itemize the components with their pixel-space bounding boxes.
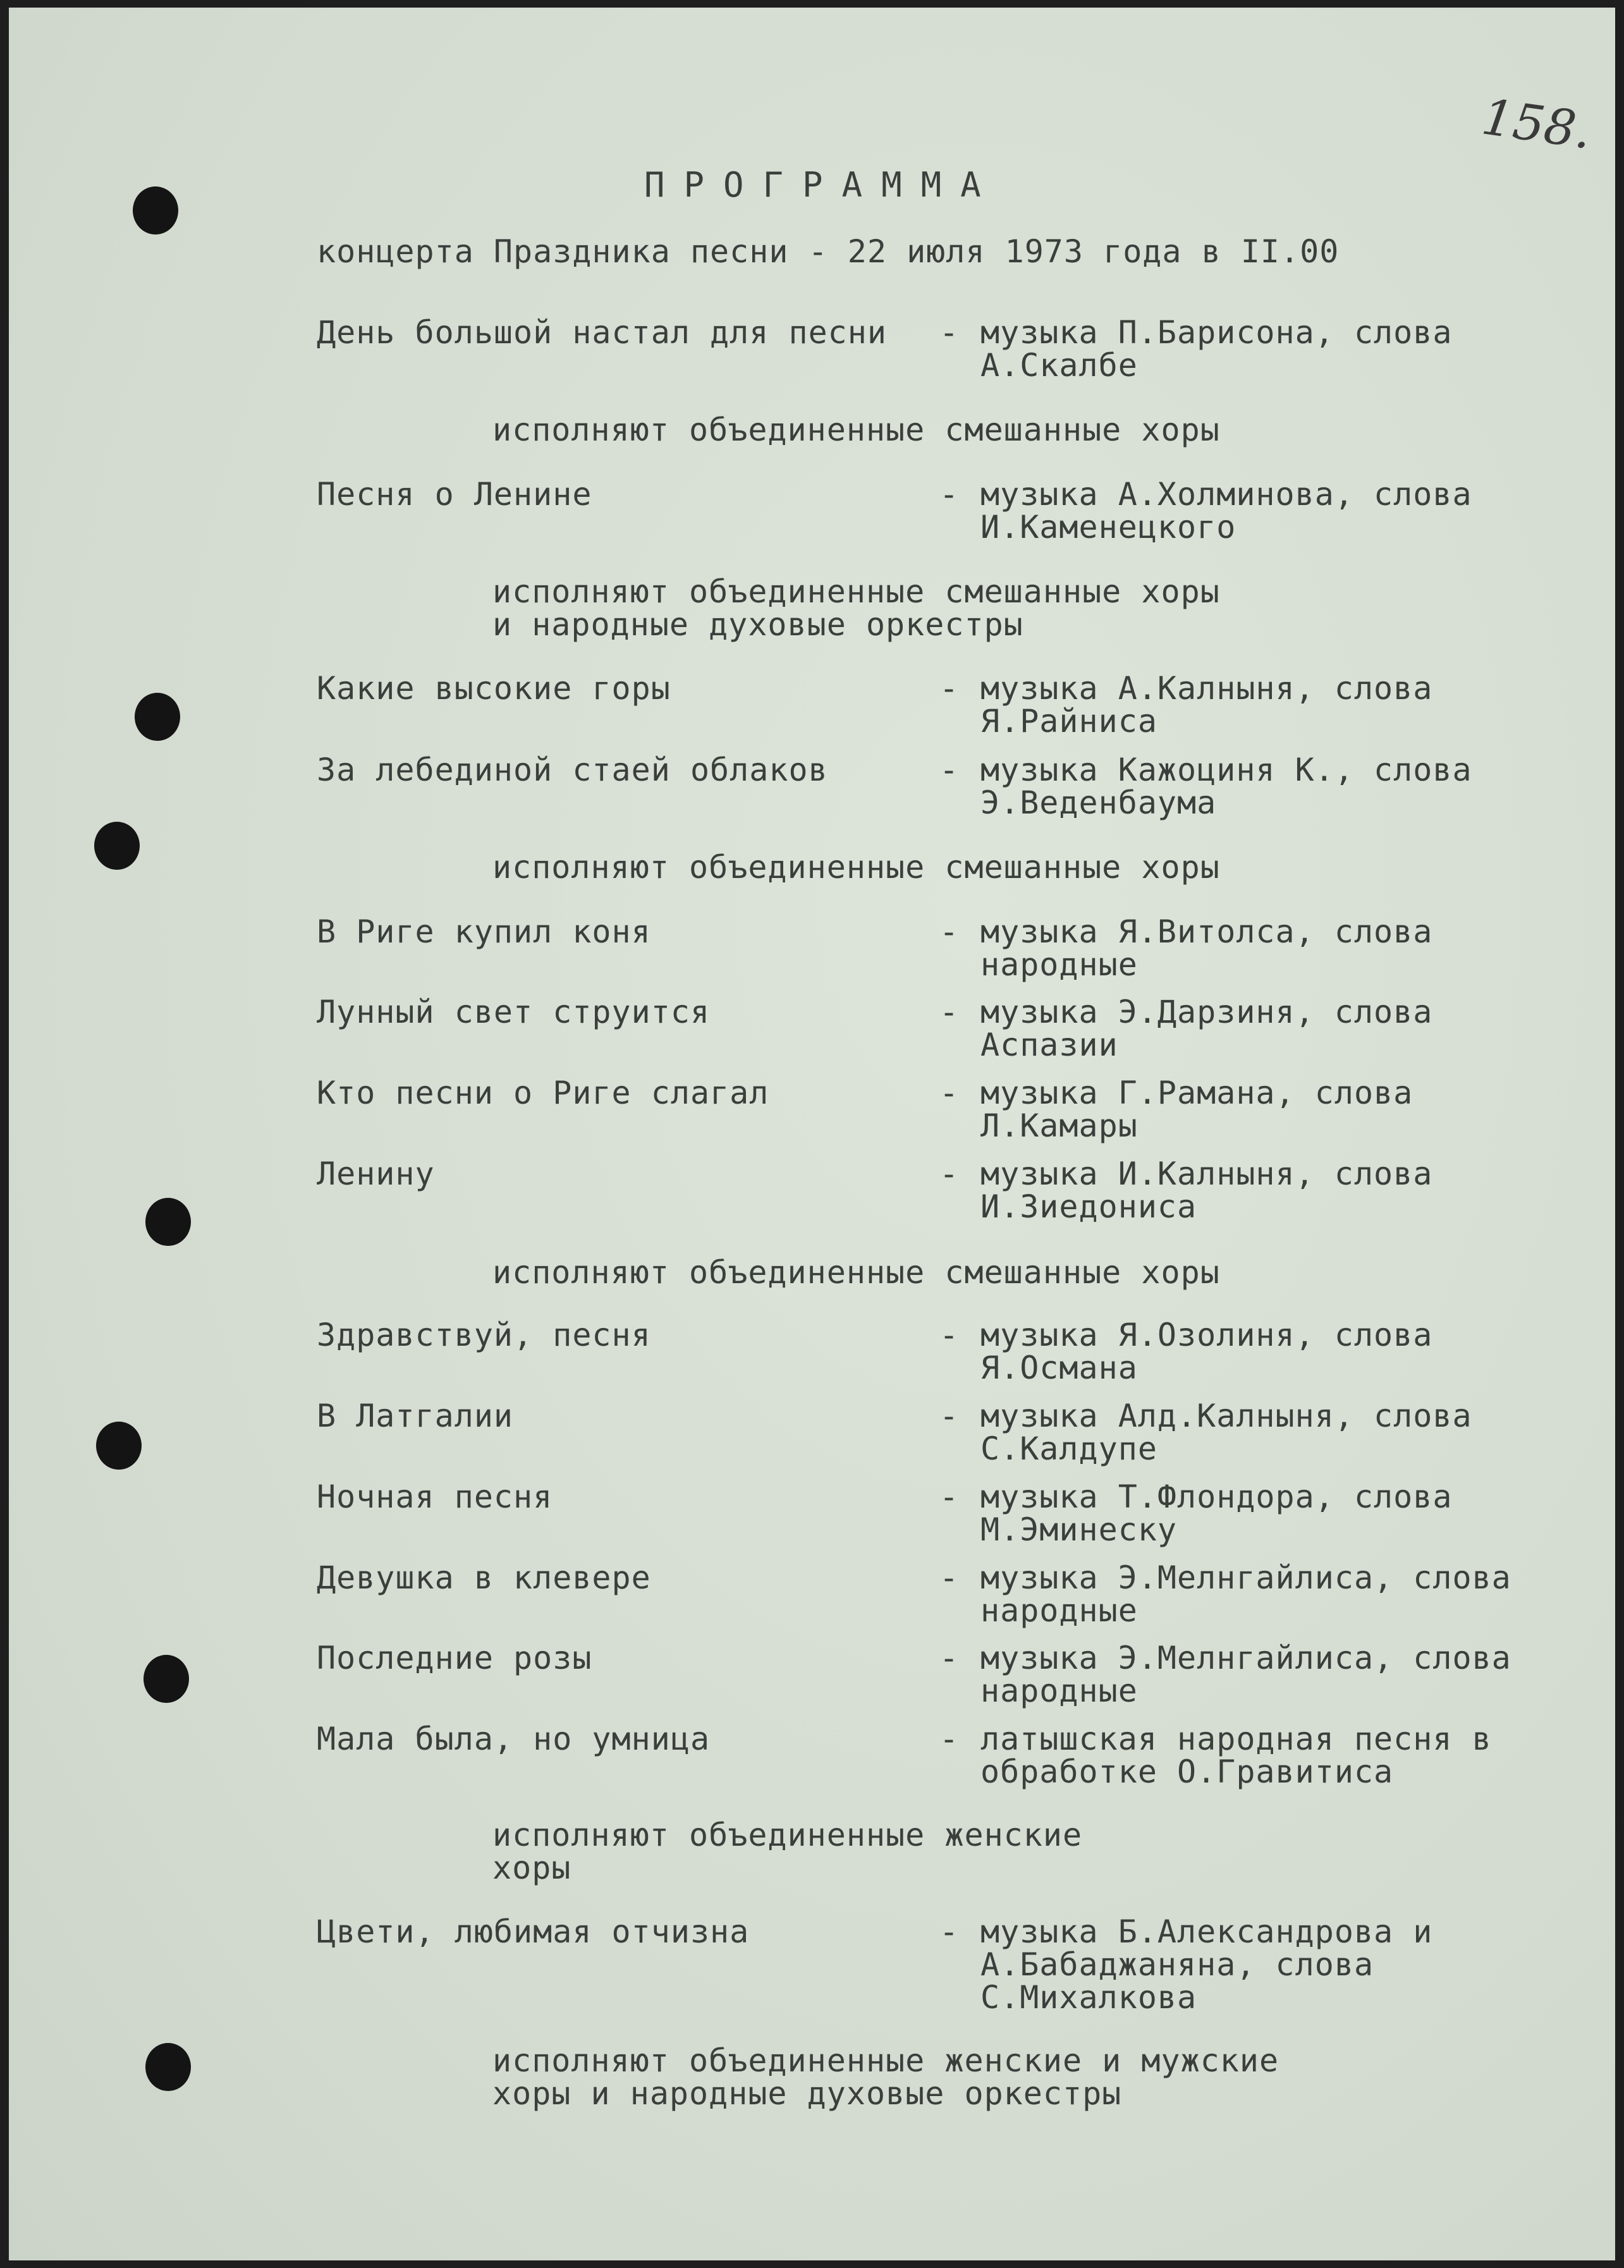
performers-note: исполняют объединенные смешанные хоры и народные духовые оркестры: [492, 573, 1220, 643]
song-title: Какие высокие горы: [317, 670, 671, 707]
entry-dash: -: [939, 1721, 960, 1757]
page-subtitle: концерта Праздника песни - 22 июля 1973 года в II.00: [317, 233, 1340, 270]
folio-number: 158.: [1478, 88, 1596, 161]
performers-note: исполняют объединенные женские и мужские хоры и народные духовые оркестры: [492, 2042, 1279, 2112]
song-title: День большой настал для песни: [317, 314, 887, 351]
punch-hole: [94, 822, 140, 870]
entry-dash: -: [939, 1559, 960, 1596]
song-credit: музыка Э.Мелнгайлиса, слова народные: [980, 1559, 1511, 1629]
song-credit: музыка Э.Дарзиня, слова Аспазии: [980, 994, 1433, 1063]
song-credit: музыка Алд.Калныня, слова С.Калдупе: [980, 1398, 1472, 1467]
song-title: Цвети, любимая отчизна: [317, 1913, 750, 1950]
song-credit: музыка Я.Витолса, слова народные: [980, 913, 1433, 983]
punch-hole: [133, 186, 178, 235]
punch-hole: [96, 1422, 142, 1470]
entry-dash: -: [939, 913, 960, 950]
song-credit: музыка Б.Александрова и А.Бабаджаняна, слова С.Михалкова: [980, 1913, 1433, 2016]
song-credit: латышская народная песня в обработке О.Гравитиса: [980, 1721, 1492, 1790]
song-credit: музыка Т.Флондора, слова М.Эминеску: [980, 1478, 1453, 1548]
entry-dash: -: [939, 476, 960, 513]
song-title: В Риге купил коня: [317, 913, 651, 950]
performers-note: исполняют объединенные смешанные хоры: [492, 1254, 1220, 1291]
song-credit: музыка П.Барисона, слова А.Скалбе: [980, 314, 1453, 384]
song-credit: музыка А.Холминова, слова И.Каменецкого: [980, 476, 1472, 546]
entry-dash: -: [939, 1913, 960, 1950]
song-credit: музыка Я.Озолиня, слова Я.Османа: [980, 1317, 1433, 1386]
entry-dash: -: [939, 1640, 960, 1676]
performers-note: исполняют объединенные смешанные хоры: [492, 849, 1220, 886]
performers-note: исполняют объединенные смешанные хоры: [492, 412, 1220, 448]
song-title: За лебединой стаей облаков: [317, 752, 828, 788]
performers-note: исполняют объединенные женские хоры: [492, 1817, 1083, 1886]
entry-dash: -: [939, 752, 960, 788]
page-title: ПРОГРАММА: [644, 165, 1000, 205]
song-credit: музыка И.Калныня, слова И.Зиедониса: [980, 1155, 1433, 1225]
song-title: В Латгалии: [317, 1398, 514, 1434]
song-credit: музыка Э.Мелнгайлиса, слова народные: [980, 1640, 1511, 1709]
entry-dash: -: [939, 1398, 960, 1434]
punch-hole: [145, 2043, 191, 2091]
song-credit: музыка Кажоциня К., слова Э.Веденбаума: [980, 752, 1472, 821]
song-title: Последние розы: [317, 1640, 592, 1676]
song-title: Здравствуй, песня: [317, 1317, 651, 1353]
entry-dash: -: [939, 314, 960, 351]
entry-dash: -: [939, 1478, 960, 1515]
song-title: Песня о Ленине: [317, 476, 592, 513]
punch-hole: [143, 1655, 189, 1703]
entry-dash: -: [939, 1155, 960, 1192]
song-title: Ночная песня: [317, 1478, 553, 1515]
punch-hole: [145, 1198, 191, 1246]
entry-dash: -: [939, 1317, 960, 1353]
punch-hole: [135, 693, 180, 741]
entry-dash: -: [939, 1075, 960, 1111]
song-title: Лунный свет струится: [317, 994, 711, 1030]
entry-dash: -: [939, 994, 960, 1030]
song-credit: музыка Г.Рамана, слова Л.Камары: [980, 1075, 1413, 1144]
entry-dash: -: [939, 670, 960, 707]
song-title: Мала была, но умница: [317, 1721, 711, 1757]
document-page: [9, 8, 1615, 2260]
song-title: Кто песни о Риге слагал: [317, 1075, 769, 1111]
song-credit: музыка А.Калныня, слова Я.Райниса: [980, 670, 1433, 740]
song-title: Ленину: [317, 1155, 435, 1192]
song-title: Девушка в клевере: [317, 1559, 651, 1596]
